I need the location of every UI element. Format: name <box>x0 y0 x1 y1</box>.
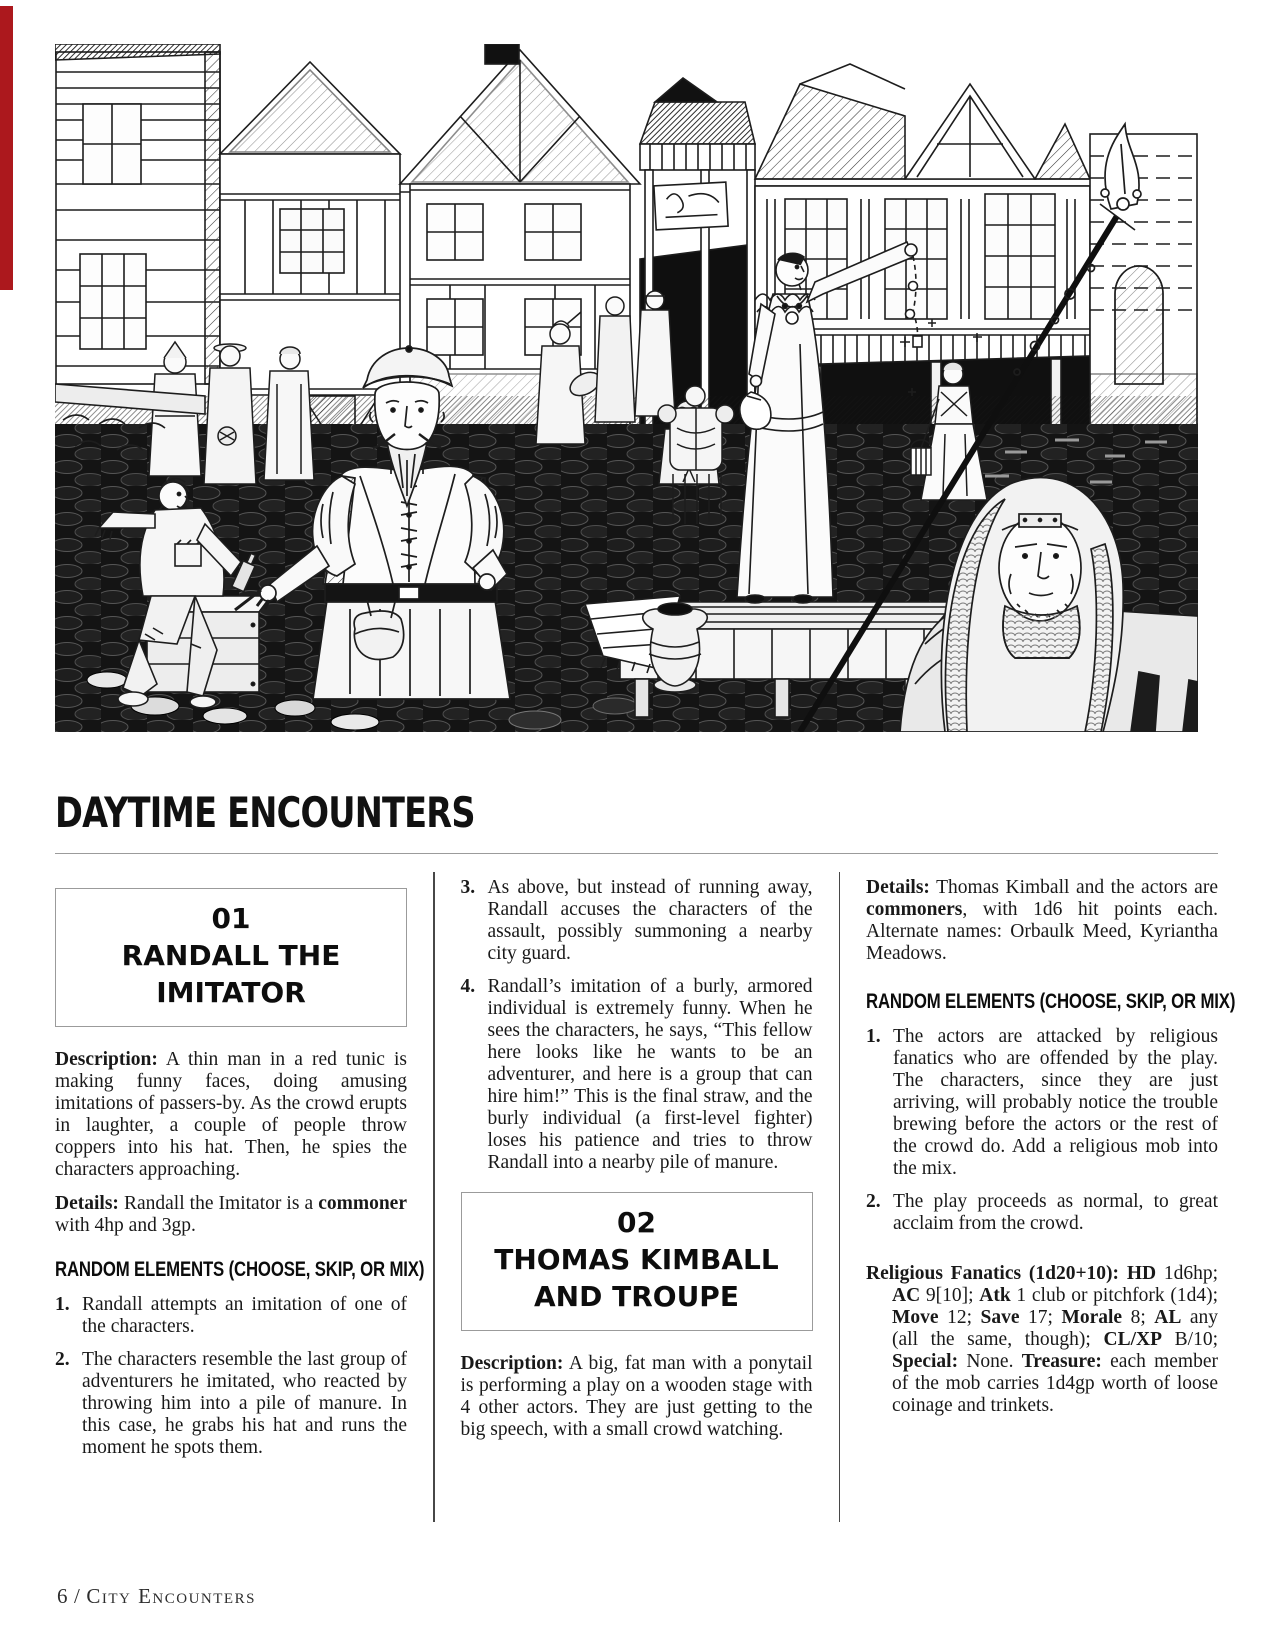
list-item <box>866 1026 1218 1180</box>
list-item <box>461 877 813 965</box>
list-item-text: The characters resemble the last group of adventurers he imitated, who reacted by throwing him into a pile of manure. In this case, he grabs his hat and runs the moment he spots them. <box>82 1348 407 1458</box>
random-elements-heading-2: RANDOM ELEMENTS (CHOOSE, SKIP, OR MIX) <box>866 989 1236 1013</box>
list-item <box>55 1349 407 1459</box>
list-item-number: 2. <box>866 1191 881 1212</box>
encounter-02-details: Details: Thomas Kimball and the actors are commoners, with 1d6 hit points each. Alternate names: Orbaulk Meed, Kyriantha Meadows. <box>866 877 1218 964</box>
list-item-text: The play proceeds as normal, to great acclaim from the crowd. <box>893 1191 1218 1234</box>
column-divider <box>813 872 867 1522</box>
list-item-number: 1. <box>866 1026 881 1047</box>
list-item-text: The actors are attacked by religious fanatics who are offended by the play. The characters, since they are just arriving, will probably notice the trouble brewing before the actors or the rest of the crowd do. Add a religious mob into the mix. <box>893 1026 1218 1179</box>
list-item-text: Randall’s imitation of a burly, armored individual is extremely funny. When he sees the characters, he says, “This fellow here looks like he wants to be an adventurer, and here is a group that can hire him!” This is the final straw, and the burly individual (a first-level fighter) loses his patience and tries to throw Randall into a nearby pile of manure. <box>487 976 813 1173</box>
book-title: City Encounters <box>86 1584 256 1608</box>
list-item-text: Randall attempts an imitation of one of the characters. <box>82 1293 407 1337</box>
page-edge-accent-bar <box>0 6 13 290</box>
encounter-01-number: 01 <box>211 902 251 935</box>
encounter-01-description: Description: A thin man in a red tunic is making funny faces, doing amusing imitations of passers-by. As the crowd erupts in laughter, a couple of people throw coppers into his hat. Then, he spies the characters approaching. <box>55 1048 407 1180</box>
column-2 <box>461 872 813 1522</box>
text-columns <box>55 872 1236 1522</box>
list-item <box>866 1191 1218 1235</box>
title-rule <box>55 853 1218 854</box>
city-scene-drawing <box>55 44 1198 732</box>
encounter-02-title-line2: AND TROUPE <box>534 1279 739 1313</box>
encounter-02-description: Description: A big, fat man with a ponytail is performing a play on a wooden stage with 4 other actors. They are just getting to the big speech, with a small crowd watching. <box>460 1352 813 1440</box>
page-footer <box>57 1584 256 1609</box>
page-title: DAYTIME ENCOUNTERS <box>55 788 475 837</box>
list-item-number: 2. <box>55 1348 70 1370</box>
religious-fanatics-stat-block: Religious Fanatics (1d20+10): HD 1d6hp; AC 9[10]; Atk 1 club or pitchfork (1d4); Move 12; Save 17; Morale 8; AL any (all the same, though); CL/XP B/10; Special: None. Treasure: each member of the mob carries 1d4gp worth of loose coinage and trinkets. <box>866 1263 1219 1416</box>
encounter-01-details: Details: Randall the Imitator is a commoner with 4hp and 3gp. <box>55 1192 407 1236</box>
list-item-text: As above, but instead of running away, Randall accuses the characters of the assault, possibly summoning a nearby city guard. <box>487 877 813 964</box>
list-item <box>461 976 813 1174</box>
list-item-number: 1. <box>55 1293 70 1315</box>
footer-separator: / <box>74 1584 81 1608</box>
city-square-illustration <box>55 44 1198 732</box>
column-divider <box>407 872 461 1522</box>
list-item-number: 3. <box>460 877 476 898</box>
encounter-02-title-line1: THOMAS KIMBALL <box>494 1242 779 1276</box>
column-1 <box>55 872 425 1522</box>
encounter-01-title-line1: RANDALL THE <box>121 938 341 972</box>
encounter-02-header-box <box>461 1192 813 1331</box>
list-item-number: 4. <box>460 976 476 997</box>
encounter-02-number: 02 <box>617 1206 656 1239</box>
list-item <box>55 1294 407 1338</box>
random-elements-heading-1: RANDOM ELEMENTS (CHOOSE, SKIP, OR MIX) <box>55 1256 425 1281</box>
encounter-01-title-line2: IMITATOR <box>156 975 306 1009</box>
page-number: 6 <box>57 1584 68 1608</box>
encounter-01-header-box <box>55 888 407 1027</box>
column-3 <box>866 872 1236 1522</box>
